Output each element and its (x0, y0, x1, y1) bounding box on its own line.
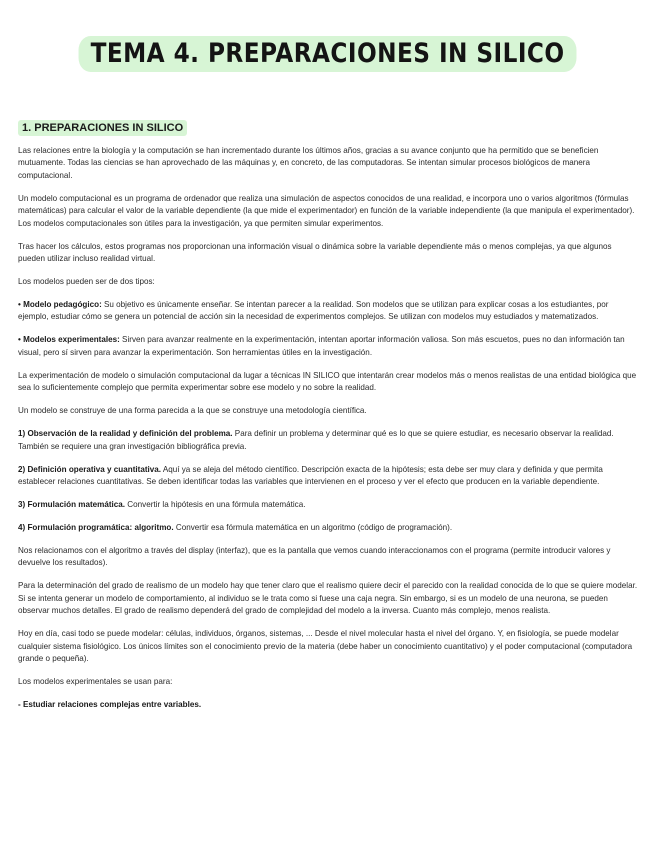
paragraph-text: Convertir esa fórmula matemática en un algoritmo (código de programación). (173, 523, 453, 533)
paragraph (18, 370, 638, 395)
paragraph (18, 676, 638, 688)
paragraph-lead: 4) Formulación programática: algoritmo. (18, 523, 174, 533)
paragraph-text: Las relaciones entre la biología y la computación se han incrementado durante los últimos años, gracias a su avance conjunto que ha permitido que se beneficien mutuamente. Todas las ciencias se han aprovechado de las máquinas y, en concreto, de las computadoras. Se intentan simular procesos biológicos de manera computacional. (18, 146, 599, 180)
paragraph-lead: • Modelos experimentales: (18, 335, 120, 345)
paragraph-text: Sirven para avanzar realmente en la experimentación, intentan aportar información valiosa. Son más escuetos, pues no dan información tan visual, pero sí sirven para avanzar la experimentación. Son herramientas útiles en la investigación. (18, 335, 625, 357)
paragraph-lead: 3) Formulación matemática. (18, 500, 126, 510)
paragraph (18, 405, 638, 417)
paragraph (18, 699, 638, 711)
paragraph (18, 580, 638, 617)
paragraph-text: Para la determinación del grado de realismo de un modelo hay que tener claro que el realismo quiere decir el parecido con la realidad conocida de lo que se quiere modelar. Si se intenta generar un modelo de comportamiento, al individuo se le trata como si fuese una caja negra. Sin embargo, si es un modelo de una neurona, se pueden observar muchos detalles. El grado de realismo dependerá del grado de complejidad del modelo a la inversa. Cuanto más complejo, menos realista. (18, 581, 638, 616)
paragraph-lead: - Estudiar relaciones complejas entre variables. (18, 700, 202, 710)
paragraph-text: Su objetivo es únicamente enseñar. Se intentan parecer a la realidad. Son modelos que se utilizan para explicar cosas a los estudiantes, por ejemplo, estudiar cómo se genera un potencial de acción sin la necesidad de experimentos complejos. Se utilizan con modelos muy estudiados y matematizados. (18, 300, 609, 322)
paragraph-text: Un modelo se construye de una forma parecida a la que se construye una metodología científica. (18, 406, 367, 416)
paragraph (18, 628, 638, 665)
paragraph-lead: 2) Definición operativa y cuantitativa. (18, 464, 162, 474)
paragraph-text: Un modelo computacional es un programa de ordenador que realiza una simulación de aspectos conocidos de una realidad, e incorpora uno o varios algoritmos (fórmulas matemáticas) para calcular el valor de la variable dependiente (la que mide el experimentador) en función de la variable independiente (la que manipula el experimentador). Los modelos computacionales son útiles para la investigación, ya que permiten simular experimentos. (18, 193, 635, 228)
paragraph-text: Hoy en día, casi todo se puede modelar: células, individuos, órganos, sistemas, ... Desde el nivel molecular hasta el nivel del órgano. Y, en fisiología, se puede modelar cualquier sistema fisiológico. Los únicos límites son el conocimiento previo de la materia (debe haber un conocimiento cuantitativo) y el poder computacional (computadora grande o pequeña). (18, 629, 633, 664)
paragraph-text: Para definir un problema y determinar qué es lo que se quiere estudiar, es necesario observar la realidad. También se requiere una gran investigación bibliográfica previa. (18, 429, 614, 451)
paragraph-text: Los modelos experimentales se usan para: (18, 677, 173, 687)
paragraph (18, 299, 638, 324)
paragraph (18, 145, 638, 182)
title-container (18, 0, 638, 70)
paragraph-lead: 1) Observación de la realidad y definición del problema. (18, 429, 233, 439)
paragraph-text: Aquí ya se aleja del método científico. Descripción exacta de la hipótesis; esta debe ser muy clara y definida y que permita establecer relaciones cuantitativas. Se deben identificar todas las variables que intervienen en el proceso y ver el efecto que producen en la variable dependiente. (18, 464, 603, 487)
paragraph (18, 464, 638, 489)
paragraph-text: Nos relacionamos con el algoritmo a través del display (interfaz), que es la pantalla que vemos cuando interaccionamos con el programa (permite introducir valores y devuelve los resultados). (18, 546, 611, 568)
section-heading: 1. PREPARACIONES IN SILICO (18, 120, 187, 136)
paragraph-text: La experimentación de modelo o simulación computacional da lugar a técnicas IN SILICO que intentarán crear modelos más o menos realistas de una entidad biológica que sea lo suficientemente complejo que permita experimentar sobre ese modelo y no sobre la realidad. (18, 370, 637, 393)
paragraph (18, 428, 638, 453)
paragraph (18, 545, 638, 570)
paragraph-text: Convertir la hipótesis en una fórmula matemática. (125, 500, 306, 510)
paragraph-text: Tras hacer los cálculos, estos programas nos proporcionan una información visual o dinámica sobre la variable dependiente más o menos complejas, ya que algunos pueden utilizar incluso realidad virtual. (18, 241, 612, 264)
paragraph (18, 499, 638, 511)
document-body (18, 145, 638, 712)
document-title: TEMA 4. PREPARACIONES IN SILICO (79, 36, 577, 72)
paragraph (18, 522, 638, 534)
section-heading-container (18, 70, 638, 136)
paragraph-lead: • Modelo pedagógico: (18, 300, 102, 310)
paragraph (18, 334, 638, 359)
paragraph (18, 241, 638, 266)
paragraph-text: Los modelos pueden ser de dos tipos: (18, 277, 155, 287)
paragraph (18, 193, 638, 230)
paragraph (18, 276, 638, 288)
